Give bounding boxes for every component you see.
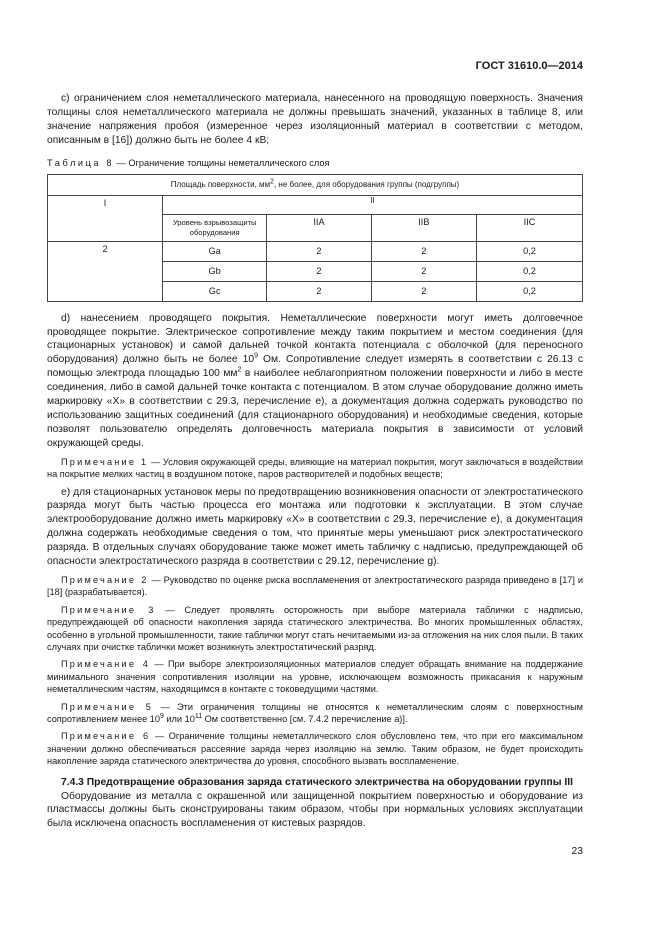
note-6: Примечание 6 — Ограничение толщины неметаллического слоя обусловлено тем, что при его максимальном значении должно обеспечиваться рассеяние заряда через изоляцию на землю. Таким образом, не будет происходить накопление заряда статического электричества до уровня, способного вызвать воспламенение.: [47, 731, 583, 767]
table-caption: [47, 158, 583, 168]
iic-cell: 0,2: [477, 281, 583, 301]
section-paragraph: Оборудование из металла с окрашенной или защищенной покрытием поверхностью и оборудование из пластмассы должны быть сконструированы таким образом, чтобы при нормальных условиях эксплуатации была исключена опасность воспламенения от кистевых разрядов.: [47, 790, 583, 830]
iic-cell: 0,2: [477, 241, 583, 261]
thickness-limit-table: [47, 174, 583, 302]
subgroup-iib-header: IIB: [371, 214, 476, 241]
iia-cell: 2: [267, 261, 371, 281]
paragraph-e: е) для стационарных установок меры по предотвращению возникновения опасности от электростатического разряда могут быть частью процесса его монтажа или подготовки к эксплуатации. В этом случае электрооборудование должно иметь маркировку «X» в соответствии с 29.3, перечисление е), а документация должна содержать необходимые сведения о том, что принятые меры уменьшают риск электростатического разряда. В отдельных случаях оборудование также может иметь табличку с надписью, предупреждающей об опасности электростатического разряда в соответствии с 29.12, перечисление g).: [47, 486, 583, 568]
subgroup-iic-header: IIC: [477, 214, 583, 241]
group-i-header: I: [48, 195, 163, 241]
note-1: Примечание 1 — Условия окружающей среды, влияющие на материал покрытия, могут заключаться в воздействии на покрытие мелких частиц в воздушном потоке, паров растворителей и подобных веществ;: [47, 456, 583, 480]
iia-cell: 2: [267, 241, 371, 261]
protection-level-header: Уровень взрывозащиты оборудования: [163, 214, 267, 241]
page-number: 23: [571, 846, 583, 857]
document-id: ГОСТ 31610.0—2014: [475, 60, 583, 72]
group-i-value: 2: [48, 241, 163, 301]
paragraph-d: d) нанесением проводящего покрытия. Неметаллические поверхности могут иметь долговечное проводящее покрытие. Электрическое сопротивление между таким покрытием и местом соединения (для стационарных установок) и самой дальней точкой контакта потенциала с оболочкой (для переносного оборудования) должно быть не более $10^9$ Ом. Сопротивление следует измерять в соответствии с 26.13 с помощью электрода площадью 100 $мм^2$ в наиболее неблагоприятном положении поверхности и либо в месте соединения, либо в самой дальней точке контакта с потенциалом. В этом случае оборудование должно иметь маркировку «X» в соответствии с 29.3, перечисление е), а документация должна содержать руководство по использованию защитных соединений (для стационарного оборудования) и необходимые сведения, которые позволят пользователю определять долговечность материала покрытия в зависимости от условий окружающей среды.: [47, 312, 583, 449]
level-cell: Ga: [163, 241, 267, 261]
paragraph-c: с) ограничением слоя неметаллического материала, нанесенного на проводящую поверхность. Значения толщины слоя неметаллического материала не должны превышать значений, указанных в таблице 8, или значение напряжения пробоя (измеренное через изоляционный материал в соответствии с методом, описанным в [16]) должно быть не более 4 кВ;: [47, 93, 583, 146]
section-heading: 7.4.3 Предотвращение образования заряда статического электричества на оборудовании группы III: [61, 776, 573, 788]
level-cell: Gb: [163, 261, 267, 281]
note-2: Примечание 2 — Руководство по оценке риска воспламенения от электростатического разряда приведено в [17] и [18] (разрабатывается).: [47, 574, 583, 598]
note-4: Примечание 4 — При выборе электроизоляционных материалов следует обращать внимание на поддержание минимального значения сопротивления изоляции на уровне, исключающем возможность прикасания к наружным неметаллическим частям, находящимся в контакте с токоведущими частями.: [47, 659, 583, 695]
table-caption-label: Таблица 8: [47, 157, 115, 168]
group-ii-header: II: [163, 195, 583, 214]
table-row: [48, 241, 583, 261]
iic-cell: 0,2: [477, 261, 583, 281]
table-caption-text: — Ограничение толщины неметаллического слоя: [114, 157, 330, 168]
table-header: Площадь поверхности, $мм^2$, не более, для оборудования группы (подгруппы): [48, 174, 583, 195]
iib-cell: 2: [371, 261, 476, 281]
iib-cell: 2: [371, 281, 476, 301]
level-cell: Gc: [163, 281, 267, 301]
iia-cell: 2: [267, 281, 371, 301]
subgroup-iia-header: IIA: [267, 214, 371, 241]
iib-cell: 2: [371, 241, 476, 261]
note-3: Примечание 3 — Следует проявлять осторожность при выборе материала таблички с надписью, предупреждающей об опасности накопления заряда статического электричества. Во многих промышленных областях, особенно в угольной промышленности, такие таблички могут стать нечитаемыми из-за отложения на них слоя пыли. В таких случаях при очистке таблички может возникнуть электростатический разряд.: [47, 604, 583, 652]
page-body: [47, 92, 583, 831]
note-5: Примечание 5 — Эти ограничения толщины не относятся к неметаллическим слоям с поверхностным сопротивлением менее $10^9$ или $10^{11}$ Ом соответственно [см. 7.4.2 перечисление а)].: [47, 701, 583, 724]
